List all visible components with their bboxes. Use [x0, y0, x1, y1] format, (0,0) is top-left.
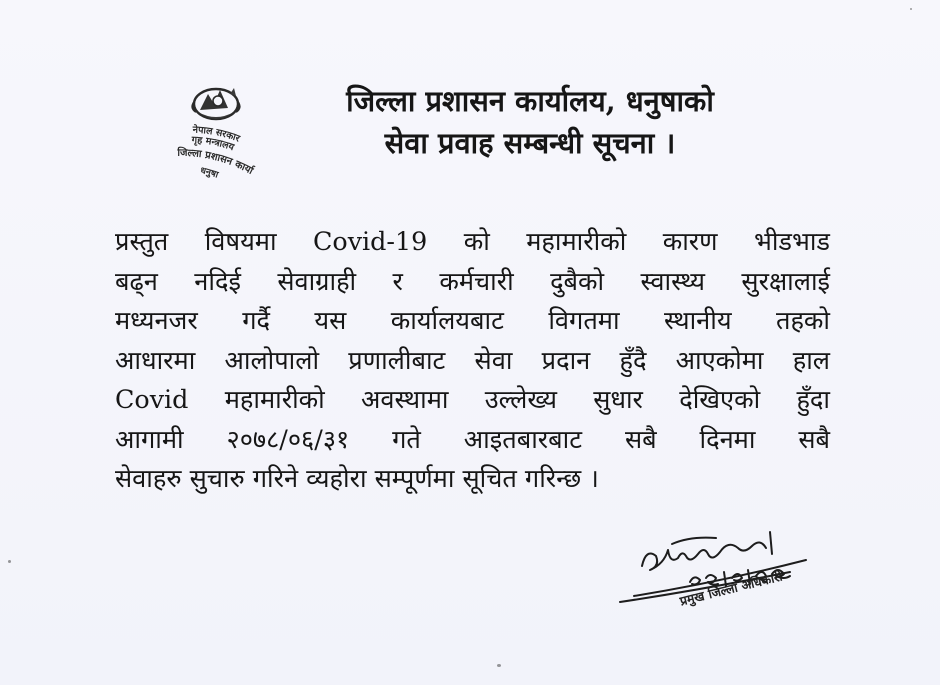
seal-text-line-2: गृह मन्त्रालय [191, 134, 236, 154]
notice-line-1: प्रस्तुत विषयमा Covid-19 को महामारीको कारण भीडभाड [115, 226, 830, 256]
notice-line-5: Covid महामारीको अवस्थामा उल्लेख्य सुधार देखिएको हुँदा [115, 384, 830, 414]
paper-speck [497, 664, 501, 667]
notice-title [280, 80, 780, 164]
paper-speck [8, 560, 11, 563]
title-line-2: सेवा प्रवाह सम्बन्धी सूचना । [384, 126, 676, 160]
seal-text-line-1: नेपाल सरकार [192, 124, 242, 145]
notice-line-4: आधारमा आलोपालो प्रणालीबाट सेवा प्रदान हुँदै आएकोमा हाल [115, 344, 830, 375]
notice-body [115, 222, 830, 499]
government-seal-icon [160, 80, 272, 192]
seal-text-line-3: जिल्ला प्रशासन कार्या [177, 147, 255, 177]
signature-date: ०७८।६।२८ [120, 20, 124, 21]
notice-line-6: आगामी २०७८/०६/३१ गते आइतबारबाट सबै दिनमा सबै [115, 423, 830, 454]
svg-text:धनुषा [199, 166, 220, 181]
paper-speck [910, 8, 912, 10]
notice-line-3: मध्यनजर गर्दै यस कार्यालयबाट विगतमा स्थानीय तहको [115, 305, 830, 335]
signature-role: प्रमुख जिल्ला अधिकारी [678, 568, 784, 609]
notice-line-7: सेवाहरु सुचारु गरिने व्यहोरा सम्पूर्णमा सूचित गरिन्छ । [115, 463, 599, 493]
title-line-1: जिल्ला प्रशासन कार्यालय, धनुषाको [346, 84, 714, 118]
notice-line-2: बढ्न नदिई सेवाग्राही र कर्मचारी दुबैको स्वास्थ्य सुरक्षालाई [115, 265, 830, 296]
seal-text-line-4: धनुषा [199, 165, 220, 181]
